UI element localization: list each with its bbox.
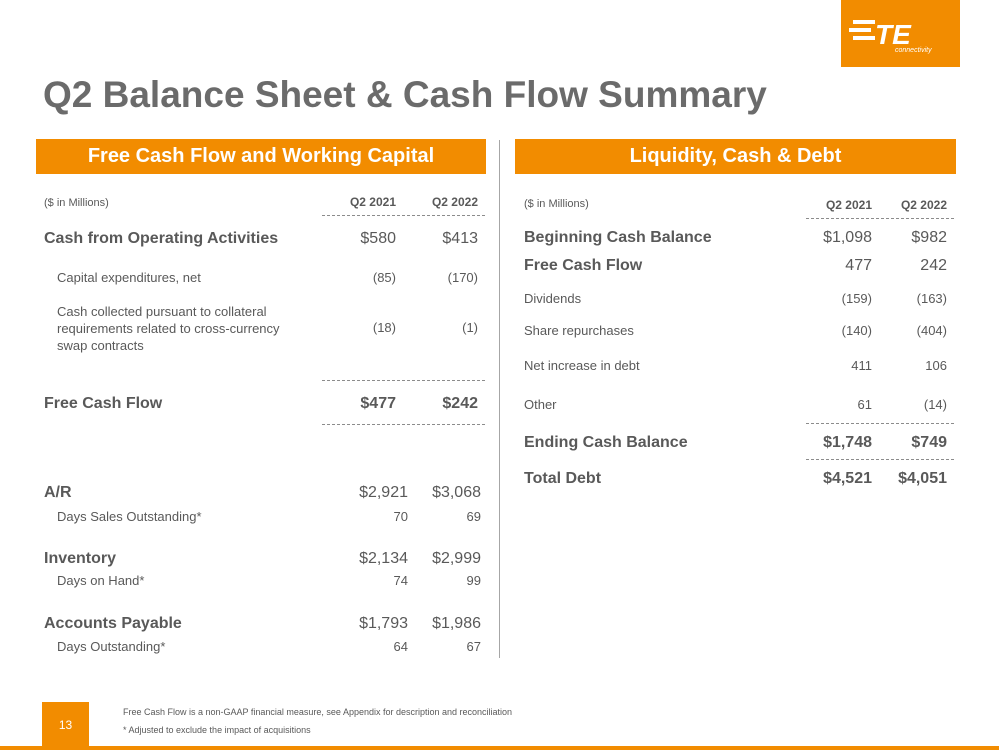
row-value-q2-2021: 411 — [851, 358, 872, 373]
svg-text:connectivity: connectivity — [895, 47, 932, 54]
row-value-q2-2021: 477 — [845, 257, 872, 274]
svg-text:TE: TE — [875, 19, 911, 50]
row-label: Inventory — [44, 550, 117, 567]
row-value-q2-2022: $982 — [911, 229, 947, 246]
row-value-q2-2022: (14) — [923, 397, 947, 412]
left-header-rule — [322, 215, 485, 216]
row-label: Ending Cash Balance — [524, 434, 688, 451]
row-label: Free Cash Flow — [44, 395, 163, 412]
te-logo-icon — [841, 0, 960, 67]
te-connectivity-logo — [841, 0, 960, 67]
left-units-label: ($ in Millions) — [44, 197, 109, 209]
row-label: Capital expenditures, net — [57, 270, 201, 285]
row-value-q2-2021: $1,098 — [823, 229, 872, 246]
row-value-q2-2021: $477 — [360, 395, 396, 412]
right-section-header: Liquidity, Cash & Debt — [515, 139, 956, 174]
fcf-bottom-rule — [322, 424, 485, 425]
footer-accent-line — [0, 746, 999, 750]
left-col-header-q2-2021: Q2 2021 — [349, 195, 396, 209]
row-value-q2-2021: $580 — [360, 230, 396, 247]
row-value-q2-2022: 242 — [920, 257, 947, 274]
row-value-q2-2022: $2,999 — [432, 550, 481, 567]
row-label: Dividends — [524, 291, 582, 306]
row-value-q2-2021: $1,793 — [359, 615, 408, 632]
row-label: Cash collected pursuant to collateral requirements related to cross-currency swap contracts — [57, 304, 280, 353]
page-title: Q2 Balance Sheet & Cash Flow Summary — [43, 74, 767, 115]
row-value-q2-2022: 99 — [466, 573, 481, 588]
row-value-q2-2021: $1,748 — [823, 434, 872, 451]
row-value-q2-2021: $4,521 — [823, 470, 872, 487]
row-value-q2-2022: 69 — [466, 509, 481, 524]
row-value-q2-2022: (1) — [462, 320, 478, 335]
ending-cash-bottom-rule — [806, 459, 954, 460]
row-value-q2-2022: $242 — [442, 395, 478, 412]
row-label: A/R — [44, 484, 72, 501]
row-label: Free Cash Flow — [524, 257, 643, 274]
page-number: 13 — [42, 702, 89, 747]
row-label: Net increase in debt — [524, 358, 640, 373]
row-label: Cash from Operating Activities — [44, 230, 279, 247]
row-value-q2-2022: $4,051 — [898, 470, 947, 487]
ending-cash-top-rule — [806, 423, 954, 424]
row-value-q2-2021: $2,921 — [359, 484, 408, 501]
right-units-label: ($ in Millions) — [524, 198, 589, 210]
row-label: Share repurchases — [524, 323, 634, 338]
row-value-q2-2022: (170) — [447, 270, 478, 285]
row-value-q2-2021: (140) — [841, 323, 872, 338]
row-value-q2-2021: 61 — [857, 397, 872, 412]
fcf-top-rule — [322, 380, 485, 381]
row-value-q2-2022: $3,068 — [432, 484, 481, 501]
footnote-acquisitions: * Adjusted to exclude the impact of acquisitions — [123, 725, 311, 735]
row-value-q2-2021: 74 — [393, 573, 408, 588]
row-value-q2-2021: (159) — [841, 291, 872, 306]
row-label: Days Sales Outstanding* — [57, 509, 202, 524]
row-label: Days on Hand* — [57, 573, 145, 588]
right-col-header-q2-2021: Q2 2021 — [825, 198, 872, 212]
row-value-q2-2021: (85) — [372, 270, 396, 285]
row-value-q2-2021: 64 — [393, 639, 408, 654]
row-value-q2-2022: 67 — [466, 639, 481, 654]
left-section-header: Free Cash Flow and Working Capital — [36, 139, 486, 174]
row-label: Days Outstanding* — [57, 639, 166, 654]
row-value-q2-2022: $1,986 — [432, 615, 481, 632]
row-label: Beginning Cash Balance — [524, 229, 712, 246]
row-value-q2-2022: 106 — [925, 358, 947, 373]
row-value-q2-2022: $749 — [911, 434, 947, 451]
row-value-q2-2021: (18) — [372, 320, 396, 335]
right-header-rule — [806, 218, 954, 219]
row-value-q2-2021: $2,134 — [359, 550, 408, 567]
row-value-q2-2022: $413 — [442, 230, 478, 247]
row-label: Accounts Payable — [44, 615, 182, 632]
left-col-header-q2-2022: Q2 2022 — [431, 195, 478, 209]
column-divider — [499, 140, 500, 658]
row-label: Total Debt — [524, 470, 602, 487]
row-label: Other — [524, 397, 557, 412]
row-value-q2-2021: 70 — [393, 509, 408, 524]
row-value-q2-2022: (404) — [916, 323, 947, 338]
right-col-header-q2-2022: Q2 2022 — [900, 198, 947, 212]
footnote-non-gaap: Free Cash Flow is a non-GAAP financial measure, see Appendix for description and reconciliation — [123, 707, 513, 717]
row-value-q2-2022: (163) — [916, 291, 947, 306]
